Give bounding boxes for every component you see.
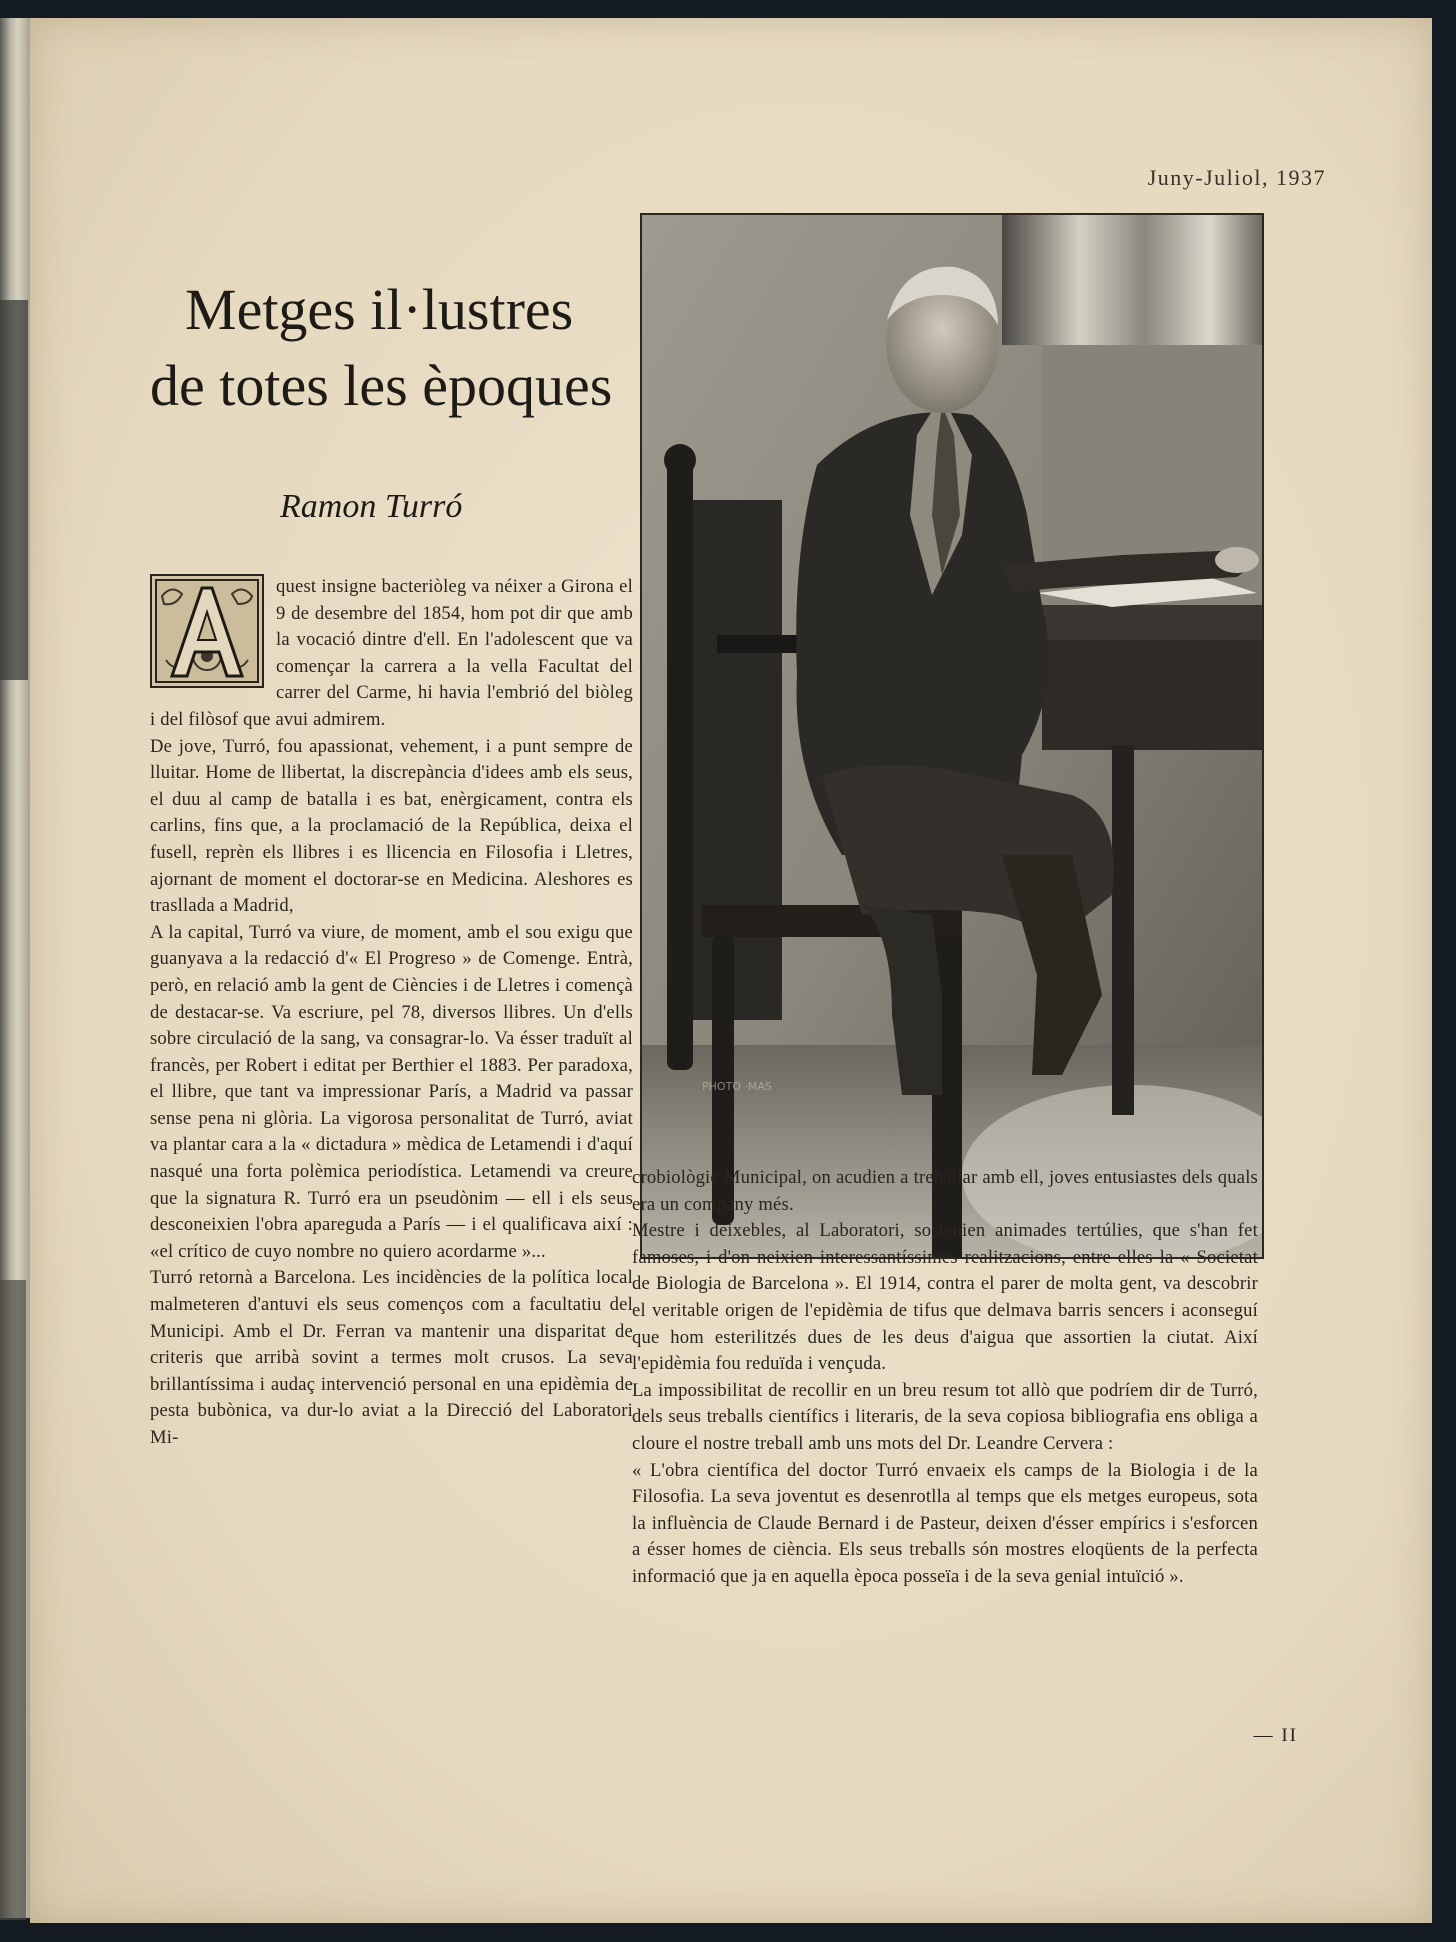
article-column-left	[150, 574, 633, 1452]
paragraph: A la capital, Turró va viure, de moment, amb el sou exigu que guanyava a la redacció d'« El Progreso » de Comenge. Entrà, però, en relació amb la gent de Ciències i de Lletres i començà de destacar-se. Va escriure, pel 78, diversos llibres. Un d'ells sobre circulació de la sang, va consagrar-lo. Va ésser traduït al francès, per Robert i editat per Berthier el 1883. Per paradoxa, el llibre, que tant va impressionar París, a Madrid va passar sense pena ni glòria. La vigorosa personalitat de Turró, aviat va plantar cara a la « dictadura » mèdica de Letamendi i d'aquí nasqué una forta polèmica periodística. Letamendi va creure que la signatura R. Turró era un pseudònim — ell i els seus desconeixien l'obra apareguda a París — i el qualificava així : «el crítico de cuyo nombre no quiero acordarme »...	[150, 921, 633, 1262]
portrait-photo	[640, 213, 1264, 1259]
paragraph: Mestre i deixebles, al Laboratori, sostenien animades tertúlies, que s'han fet famoses, i d'on neixien interessantíssimes realitzacions, entre elles la « Societat de Biologia de Barcelona ». El 1914, contra el parer de molta gent, va descobrir el veritable origen de l'epidèmia de tifus que delmava barris sencers i aconseguí que hom esterilitzés dues de les deus d'aigua que assortien la ciutat. Així l'epidèmia fou reduïda i vençuda.	[632, 1220, 1258, 1375]
adjacent-page-edge	[0, 1280, 26, 1920]
adjacent-page-edge	[0, 300, 28, 680]
paragraph: La impossibilitat de recollir en un breu resum tot allò que podríem dir de Turró, dels seus treballs científics i literaris, de la seva copiosa bibliografia ens obliga a cloure el nostre treball amb uns mots del Dr. Leandre Cervera :	[632, 1379, 1258, 1454]
article-title	[150, 272, 670, 424]
page-number: — II	[1253, 1725, 1298, 1746]
issue-date: Juny-Juliol, 1937	[1147, 165, 1326, 190]
title-line-1: Metges il·lustres	[185, 277, 574, 342]
quotation-paragraph: « L'obra científica del doctor Turró envaeix els camps de la Biologia i de la Filosofia. La seva joventut es desenrotlla al temps que els metges europeus, sota la influència de Claude Bernard i de Pasteur, deixen d'ésser empírics i s'esforcen a ésser homes de ciència. Els seus treballs són mostres eloqüents de la perfecta informació que ja en aquella època posseïa i de la seva genial intuïció ».	[632, 1459, 1258, 1587]
ornamental-initial-A	[150, 574, 264, 688]
title-line-2: de totes les èpoques	[150, 353, 613, 418]
article-subject-name: Ramon Turró	[280, 488, 463, 525]
article-column-right	[632, 1165, 1258, 1591]
paragraph: Turró retornà a Barcelona. Les incidències de la política local malmeteren d'antuvi els seus començos com a facultatiu del Municipi. Amb el Dr. Ferran va mantenir una disparitat de criteris que arribà sovint a termes molt crusos. La seva brillantíssima i audaç intervenció personal en una epidèmia de pesta bubònica, va dur-lo aviat a la Direcció del Laboratori Mi-	[150, 1267, 633, 1448]
paragraph: De jove, Turró, fou apassionat, vehement, i a punt sempre de lluitar. Home de llibertat, la discrepància d'idees amb els seus, el duu al camp de batalla i es bat, enèrgicament, contra els carlins, fins que, a la proclamació de la República, deixa el fusell, reprèn els llibres i es llicencia en Filosofia i Lletres, ajornant de moment el doctorar-se en Medicina. Aleshores es trasllada a Madrid,	[150, 735, 633, 917]
svg-text:PHOTO ·MAS: PHOTO ·MAS	[702, 1080, 772, 1093]
paragraph: quest insigne bacteriòleg va néixer a Girona el 9 de desembre del 1854, hom pot dir que amb la vocació dintre d'ell. En l'adolescent que va començar la carrera a la vella Facultat del carrer del Carme, hi havia l'embrió del biòleg i del filòsof que avui admirem.	[150, 576, 633, 730]
paragraph: crobiològic Municipal, on acudien a treballar amb ell, joves entusiastes dels quals era un company més.	[632, 1167, 1258, 1215]
